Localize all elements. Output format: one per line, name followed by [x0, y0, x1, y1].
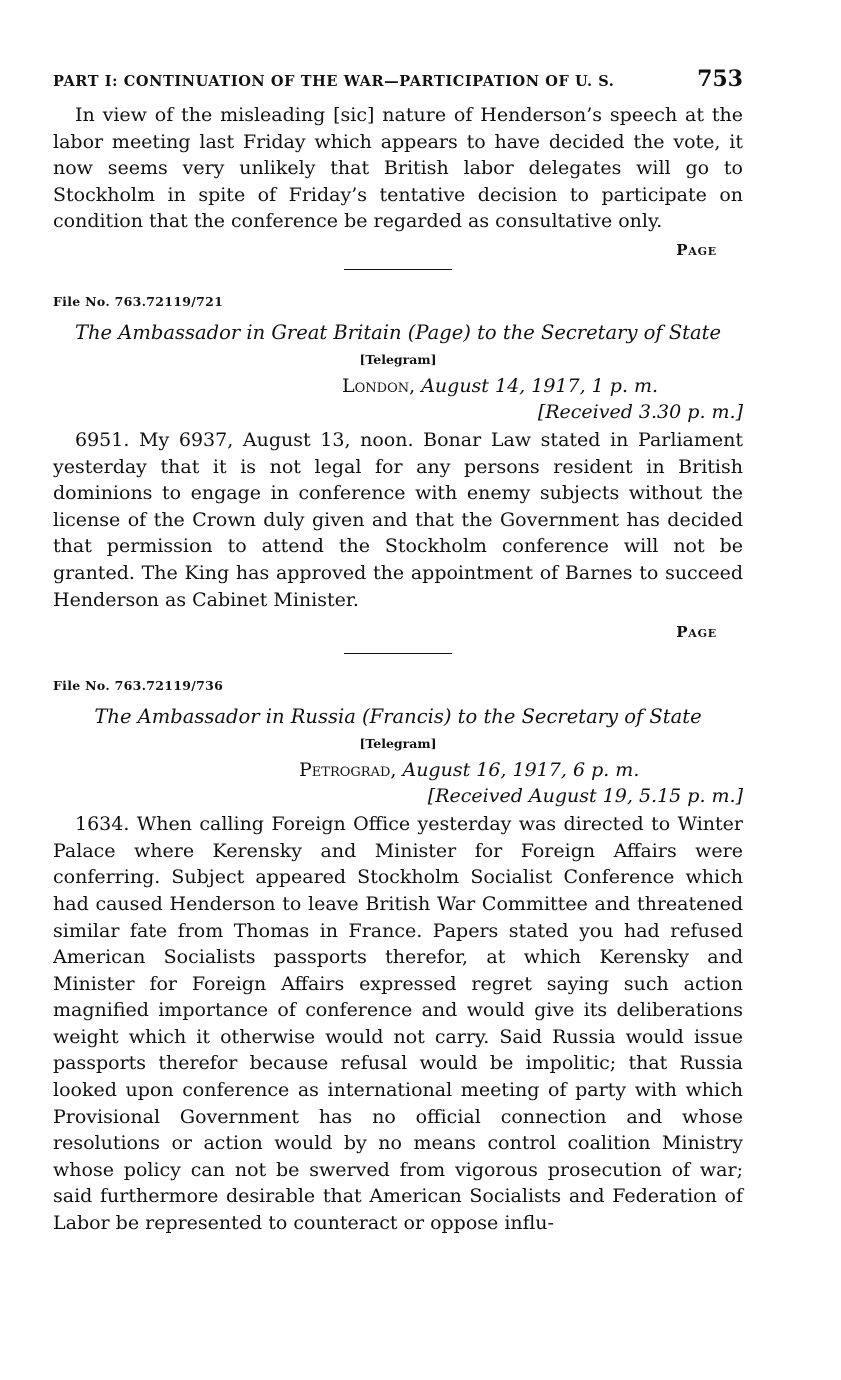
dateline-place: Petrograd,	[299, 759, 397, 782]
received-time-2: [Received August 19, 5.15 p. m.]	[427, 785, 743, 808]
document-title-russia: The Ambassador in Russia (Francis) to the Secretary of State	[94, 705, 702, 729]
received-time-1: [Received 3.30 p. m.]	[537, 400, 743, 423]
signature-page-2: Page	[676, 623, 717, 642]
telegram-label-2: [Telegram]	[359, 736, 437, 752]
section-divider-1	[344, 269, 452, 270]
dateline-petrograd	[53, 757, 743, 783]
dateline-date: August 14, 1917, 1 p. m.	[421, 374, 659, 397]
running-header	[53, 66, 743, 102]
paragraph-bonar-law: 6951. My 6937, August 13, noon. Bonar Law stated in Parliament yesterday that it is not legal for any persons resident in British dominions to engage in conference with enemy subjects without the license of the Crown duly given and that the Government has decided that permission to attend the Stockholm conference will not be granted. The King has approved the appointment of Barnes to succeed Henderson as Cabinet Minister.	[53, 428, 743, 611]
dateline-place: London,	[342, 374, 416, 397]
paragraph-kerensky: 1634. When calling Foreign Office yesterday was directed to Winter Palace where Kerensky and Minister for Foreign Affairs were conferring. Subject appeared Stockholm Socialist Conference which had caused Henderson to leave British War Committee and threatened similar fate from Thomas in France. Papers stated you had refused American Socialists passports therefor, at which Kerensky and Minister for Foreign Affairs expressed regret saying such action magnified importance of conference and would give its deliberations weight which it otherwise would not carry. Said Russia would issue passports therefor because refusal would be impolitic; that Russia looked upon conference as international meeting of party with which Provisional Government has no official connection and whose resolutions or action would by no means control coalition Ministry whose policy can not be swerved from vigorous prosecution of war; said furthermore desirable that American Socialists and Federation of Labor be represented to counteract or oppose influ-	[53, 813, 743, 1235]
document-title-great-britain: The Ambassador in Great Britain (Page) to the Secretary of State	[74, 320, 722, 344]
file-number-721: File No. 763.72119/721	[53, 293, 224, 309]
dateline-date: August 16, 1917, 6 p. m.	[402, 759, 640, 782]
page-number: 753	[697, 66, 743, 92]
file-number-736: File No. 763.72119/736	[53, 678, 224, 694]
signature-page-1: Page	[676, 240, 717, 259]
document-page	[53, 66, 743, 1237]
section-divider-2	[344, 653, 452, 654]
dateline-london	[53, 373, 743, 399]
paragraph-henderson-speech: In view of the misleading [sic] nature of Henderson’s speech at the labor meeting last Friday which appears to have decided the vote, it now seems very unlikely that British labor delegates will go to Stockholm in spite of Friday’s tentative decision to participate on condition that the conference be regarded as consultative only.	[53, 104, 743, 233]
running-title: PART I: CONTINUATION OF THE WAR—PARTICIPATION OF U. S.	[53, 73, 615, 90]
telegram-label-1: [Telegram]	[359, 351, 437, 367]
